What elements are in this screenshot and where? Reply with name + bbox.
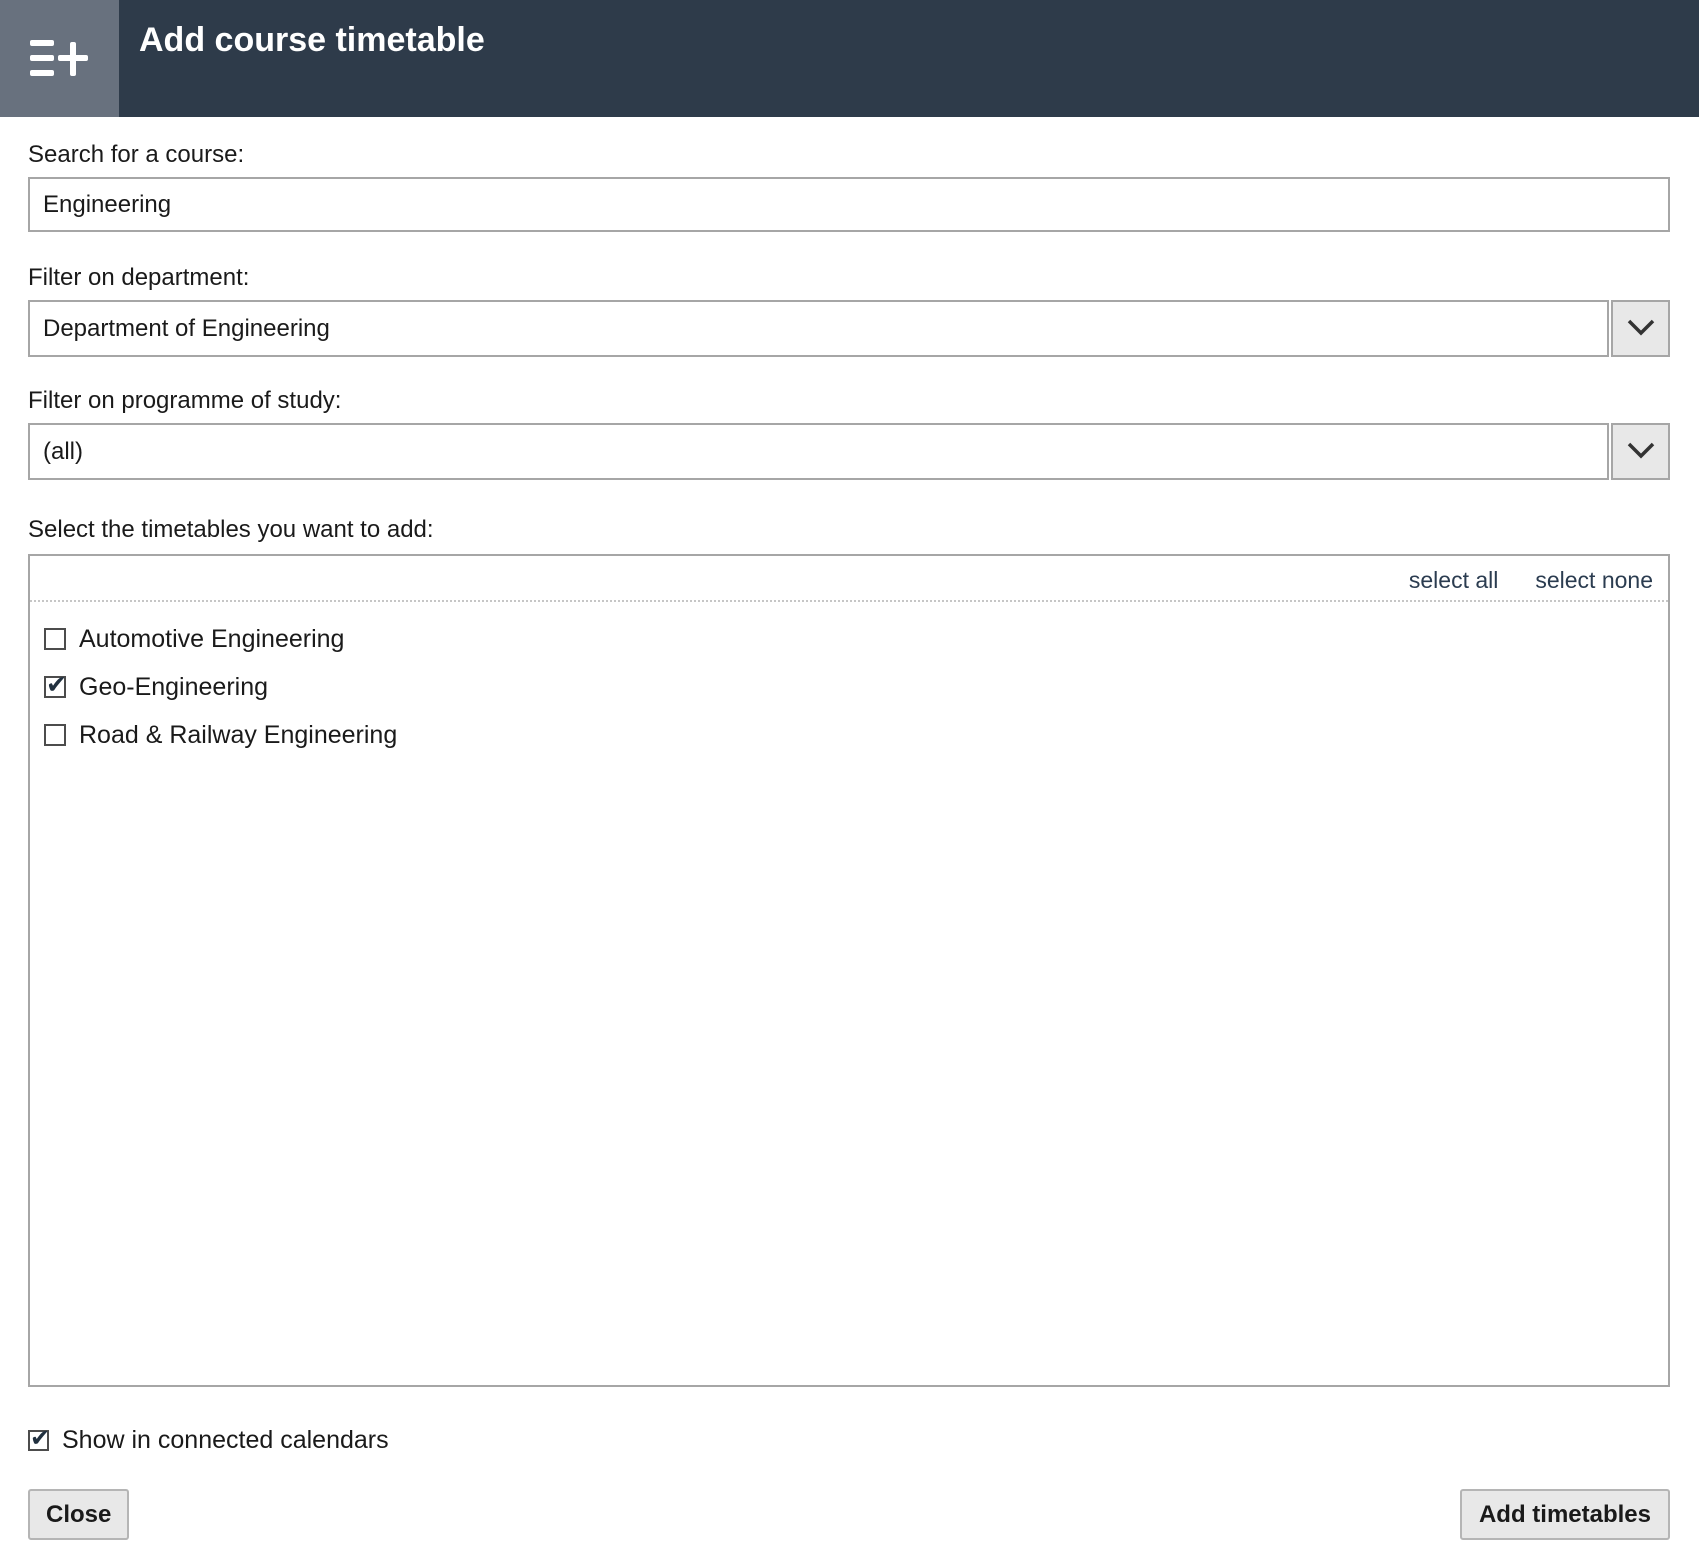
show-in-calendars-checkbox[interactable] xyxy=(28,1430,49,1451)
header-icon-box xyxy=(0,0,119,117)
timetable-row[interactable] xyxy=(44,663,1653,711)
listbox-header xyxy=(30,556,1668,602)
add-timetables-button[interactable]: Add timetables xyxy=(1460,1489,1670,1540)
programme-select-value[interactable]: (all) xyxy=(28,423,1609,480)
timetables-label: Select the timetables you want to add: xyxy=(28,516,434,543)
add-timetable-icon xyxy=(30,36,90,81)
dialog-footer xyxy=(28,1489,1670,1540)
timetable-checkbox[interactable] xyxy=(44,628,66,650)
programme-select[interactable] xyxy=(28,423,1670,480)
department-label: Filter on department: xyxy=(28,264,250,291)
show-in-calendars-row[interactable] xyxy=(28,1425,1670,1455)
close-button[interactable]: Close xyxy=(28,1489,129,1540)
timetable-row[interactable] xyxy=(44,615,1653,663)
department-select-arrow-button[interactable] xyxy=(1611,300,1670,357)
dialog-body xyxy=(0,143,1699,1540)
chevron-down-icon xyxy=(1626,441,1656,462)
timetable-checkbox[interactable] xyxy=(44,676,66,698)
timetable-label: Road & Railway Engineering xyxy=(79,720,398,749)
timetable-row[interactable] xyxy=(44,711,1653,759)
programme-select-arrow-button[interactable] xyxy=(1611,423,1670,480)
select-none-link[interactable]: select none xyxy=(1535,566,1653,593)
programme-label: Filter on programme of study: xyxy=(28,387,342,414)
department-select-value[interactable]: Department of Engineering xyxy=(28,300,1609,357)
timetable-list xyxy=(30,602,1668,1385)
department-select[interactable] xyxy=(28,300,1670,357)
dialog-header xyxy=(0,0,1699,117)
timetable-label: Geo-Engineering xyxy=(79,672,269,701)
chevron-down-icon xyxy=(1626,318,1656,339)
show-in-calendars-label: Show in connected calendars xyxy=(62,1425,389,1454)
page-title: Add course timetable xyxy=(139,21,485,59)
timetable-label: Automotive Engineering xyxy=(79,624,345,653)
select-all-link[interactable]: select all xyxy=(1408,566,1499,593)
timetable-checkbox[interactable] xyxy=(44,724,66,746)
search-input[interactable] xyxy=(28,177,1670,232)
timetable-listbox xyxy=(28,554,1670,1387)
search-label: Search for a course: xyxy=(28,141,245,168)
